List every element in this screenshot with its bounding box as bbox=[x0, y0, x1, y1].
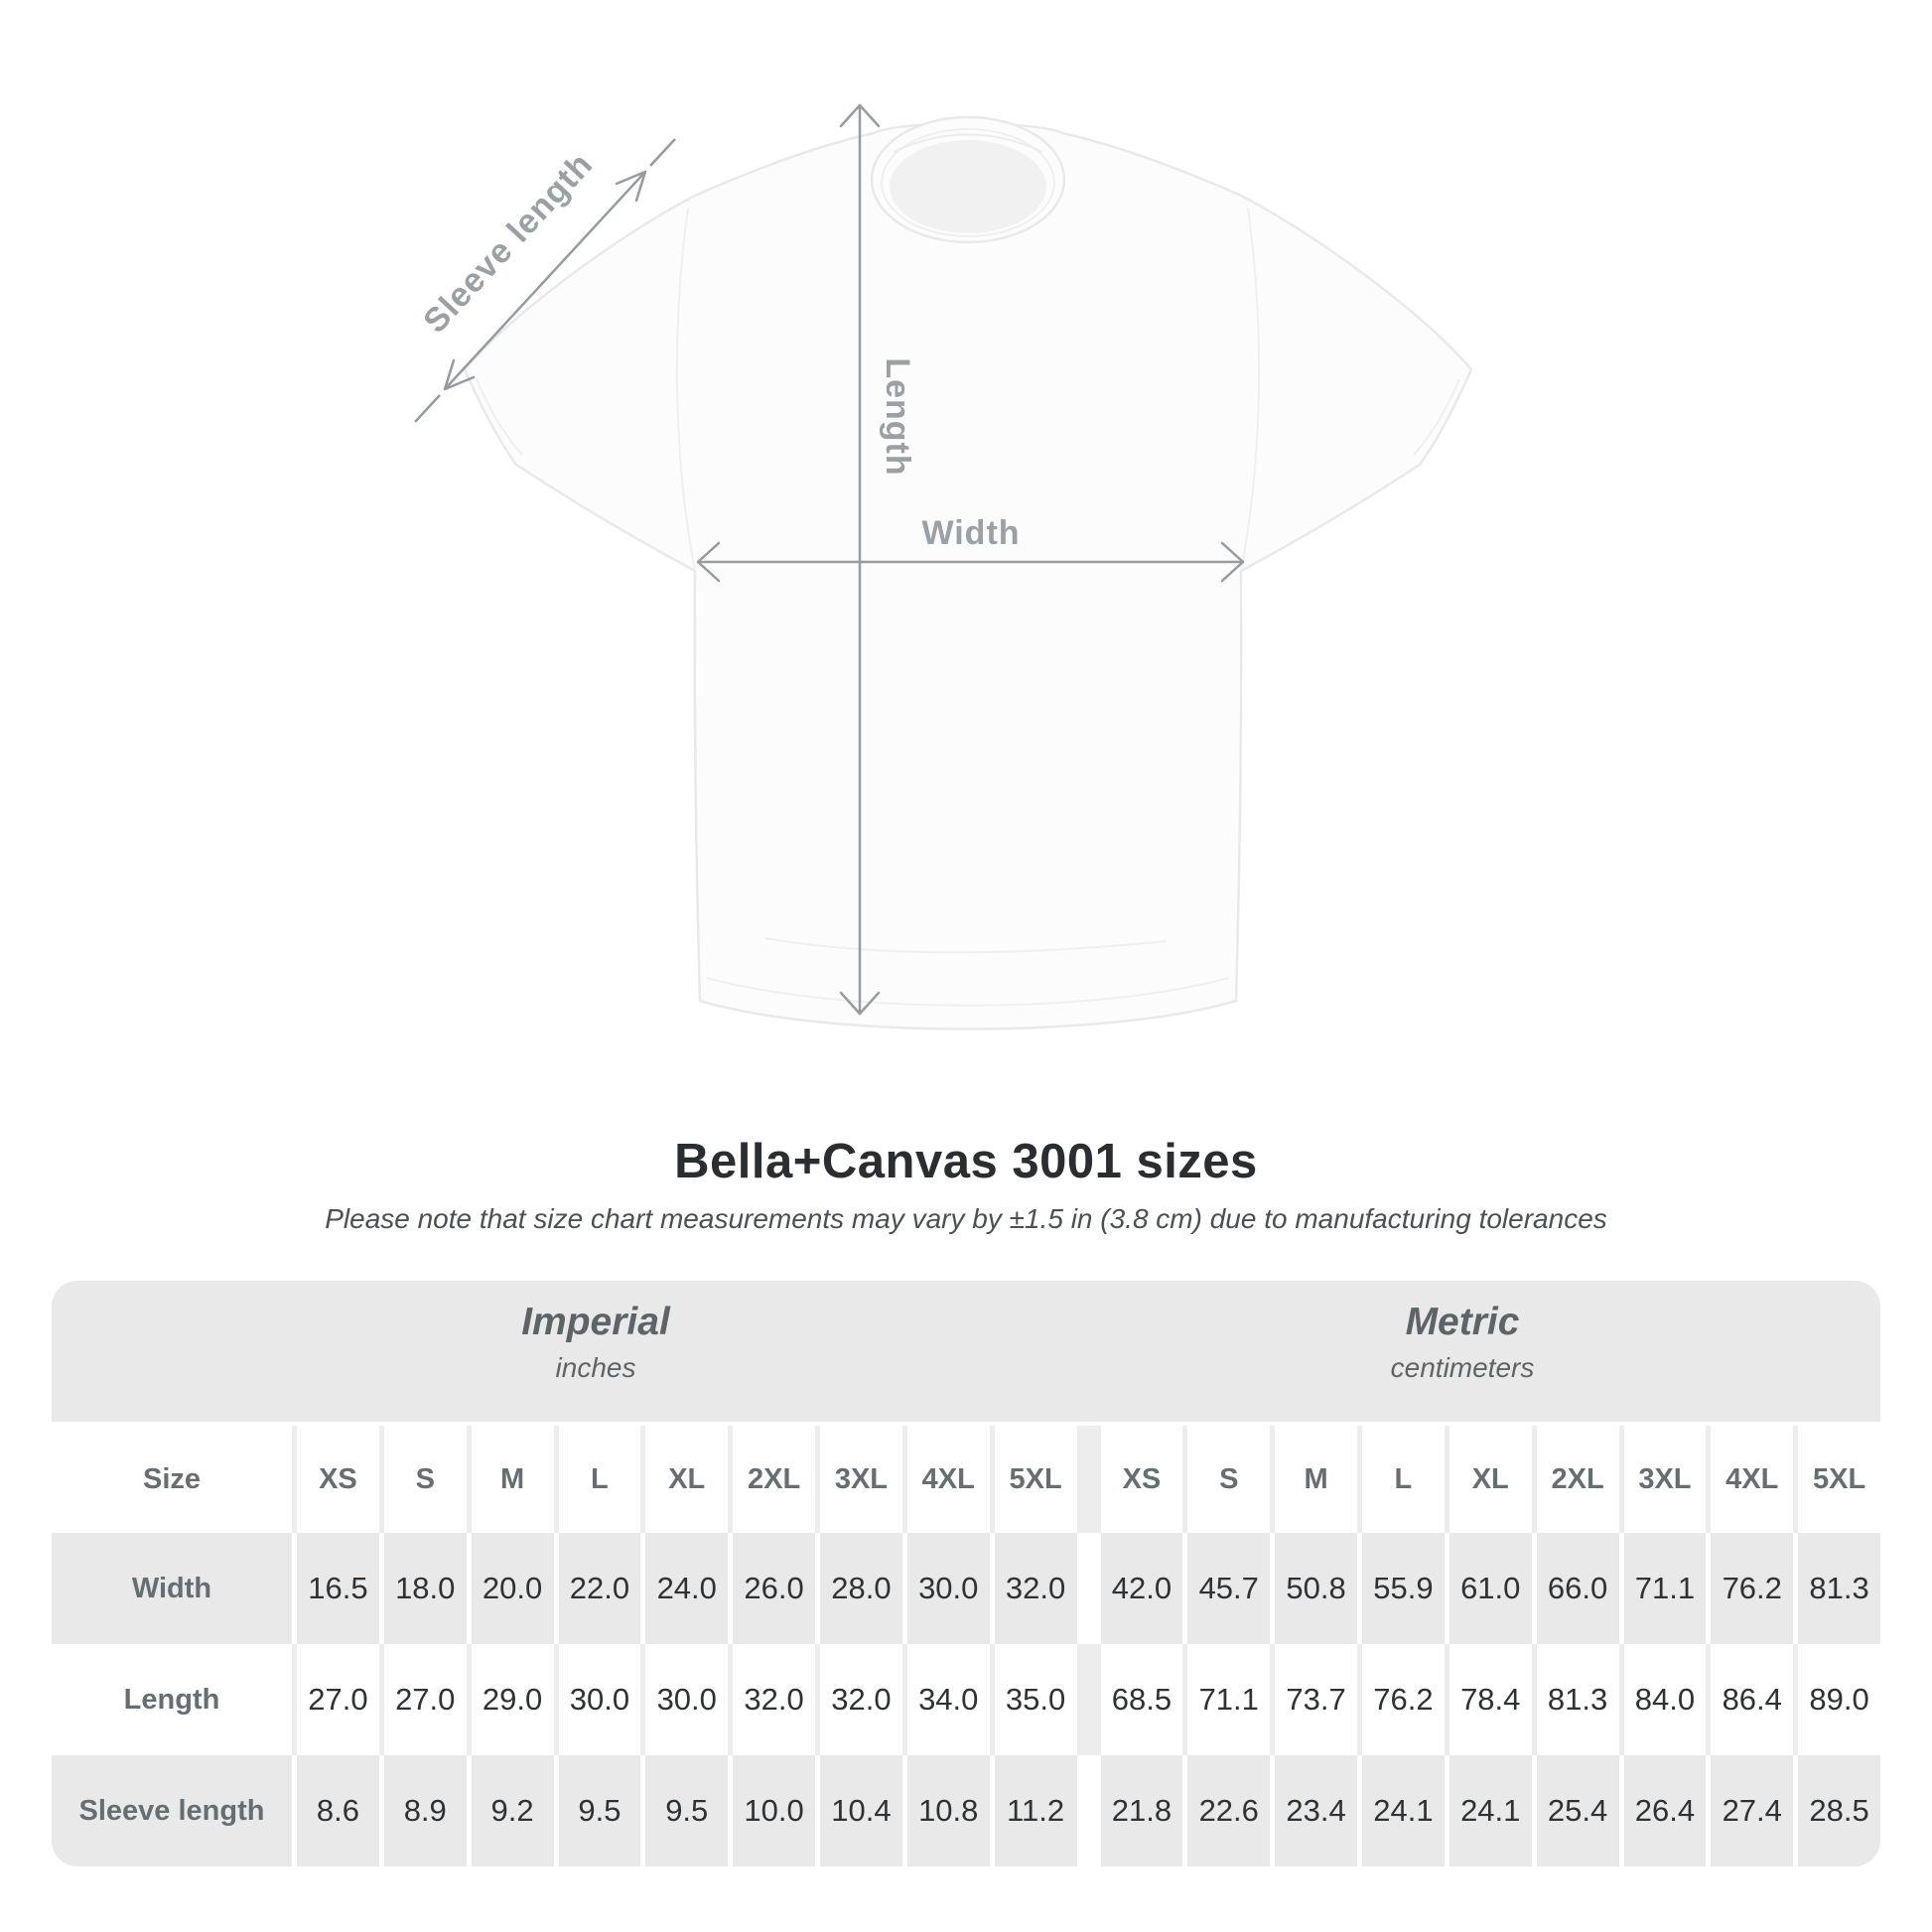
col-header-metric-m: M bbox=[1275, 1426, 1357, 1533]
value-cell: 20.0 bbox=[472, 1533, 554, 1644]
col-header-metric-l: L bbox=[1362, 1426, 1445, 1533]
value-cell: 24.1 bbox=[1362, 1755, 1445, 1866]
value-cell: 61.0 bbox=[1449, 1533, 1532, 1644]
value-cell: 21.8 bbox=[1101, 1755, 1183, 1866]
value-cell: 10.4 bbox=[820, 1755, 902, 1866]
value-cell: 71.1 bbox=[1624, 1533, 1707, 1644]
value-cell: 34.0 bbox=[907, 1644, 990, 1755]
size-table-rows bbox=[52, 1426, 1880, 1866]
group-gutter bbox=[1082, 1644, 1096, 1755]
value-cell: 22.0 bbox=[559, 1533, 641, 1644]
col-header-imperial-3xl: 3XL bbox=[820, 1426, 902, 1533]
col-header-imperial-s: S bbox=[384, 1426, 467, 1533]
width-label: Width bbox=[921, 514, 1021, 552]
value-cell: 32.0 bbox=[733, 1644, 815, 1755]
imperial-unit: inches bbox=[555, 1352, 636, 1383]
value-cell: 24.1 bbox=[1449, 1755, 1532, 1866]
value-cell: 9.5 bbox=[559, 1755, 641, 1866]
value-cell: 8.9 bbox=[384, 1755, 467, 1866]
value-cell: 45.7 bbox=[1187, 1533, 1270, 1644]
value-cell: 8.6 bbox=[297, 1755, 379, 1866]
col-header-metric-xl: XL bbox=[1449, 1426, 1532, 1533]
value-cell: 73.7 bbox=[1275, 1644, 1357, 1755]
value-cell: 71.1 bbox=[1187, 1644, 1270, 1755]
imperial-header bbox=[521, 1301, 670, 1384]
col-header-imperial-2xl: 2XL bbox=[733, 1426, 815, 1533]
value-cell: 76.2 bbox=[1362, 1644, 1445, 1755]
table-row-sleeve-length bbox=[52, 1755, 1880, 1866]
value-cell: 10.8 bbox=[907, 1755, 990, 1866]
col-header-imperial-xs: XS bbox=[297, 1426, 379, 1533]
col-header-metric-xs: XS bbox=[1101, 1426, 1183, 1533]
table-row-width bbox=[52, 1533, 1880, 1644]
table-row-length bbox=[52, 1644, 1880, 1755]
col-header-imperial-m: M bbox=[472, 1426, 554, 1533]
group-gutter bbox=[1082, 1426, 1096, 1533]
value-cell: 66.0 bbox=[1537, 1533, 1619, 1644]
value-cell: 32.0 bbox=[820, 1644, 902, 1755]
value-cell: 35.0 bbox=[995, 1644, 1077, 1755]
metric-unit: centimeters bbox=[1390, 1352, 1535, 1383]
value-cell: 86.4 bbox=[1711, 1644, 1793, 1755]
col-header-metric-2xl: 2XL bbox=[1537, 1426, 1619, 1533]
col-header-metric-s: S bbox=[1187, 1426, 1270, 1533]
col-header-imperial-l: L bbox=[559, 1426, 641, 1533]
group-gutter bbox=[1082, 1533, 1096, 1644]
size-table bbox=[52, 1281, 1880, 1866]
value-cell: 18.0 bbox=[384, 1533, 467, 1644]
sleeve-length-label: Sleeve length bbox=[416, 145, 601, 341]
value-cell: 50.8 bbox=[1275, 1533, 1357, 1644]
col-header-metric-5xl: 5XL bbox=[1798, 1426, 1880, 1533]
value-cell: 16.5 bbox=[297, 1533, 379, 1644]
value-cell: 10.0 bbox=[733, 1755, 815, 1866]
page-title: Bella+Canvas 3001 sizes bbox=[674, 1135, 1258, 1188]
value-cell: 81.3 bbox=[1537, 1644, 1619, 1755]
group-gutter bbox=[1082, 1755, 1096, 1866]
value-cell: 28.5 bbox=[1798, 1755, 1880, 1866]
tshirt-collar bbox=[872, 117, 1064, 242]
value-cell: 78.4 bbox=[1449, 1644, 1532, 1755]
metric-header bbox=[1391, 1301, 1535, 1384]
value-cell: 27.4 bbox=[1711, 1755, 1793, 1866]
unit-header-band bbox=[52, 1281, 1880, 1422]
value-cell: 9.2 bbox=[472, 1755, 554, 1866]
value-cell: 30.0 bbox=[907, 1533, 990, 1644]
value-cell: 11.2 bbox=[995, 1755, 1077, 1866]
value-cell: 27.0 bbox=[384, 1644, 467, 1755]
value-cell: 30.0 bbox=[645, 1644, 728, 1755]
col-header-imperial-4xl: 4XL bbox=[907, 1426, 990, 1533]
row-label: Length bbox=[52, 1644, 292, 1755]
value-cell: 76.2 bbox=[1711, 1533, 1793, 1644]
value-cell: 26.4 bbox=[1624, 1755, 1707, 1866]
value-cell: 24.0 bbox=[645, 1533, 728, 1644]
value-cell: 9.5 bbox=[645, 1755, 728, 1866]
value-cell: 81.3 bbox=[1798, 1533, 1880, 1644]
row-label: Width bbox=[52, 1533, 292, 1644]
value-cell: 55.9 bbox=[1362, 1533, 1445, 1644]
value-cell: 89.0 bbox=[1798, 1644, 1880, 1755]
page-subtitle: Please note that size chart measurements may vary by ±1.5 in (3.8 cm) due to manufacturing tolerances bbox=[325, 1203, 1607, 1234]
value-cell: 26.0 bbox=[733, 1533, 815, 1644]
metric-title: Metric bbox=[1405, 1301, 1520, 1343]
tshirt-body bbox=[465, 123, 1471, 1029]
value-cell: 84.0 bbox=[1624, 1644, 1707, 1755]
col-header-metric-3xl: 3XL bbox=[1624, 1426, 1707, 1533]
imperial-title: Imperial bbox=[521, 1301, 670, 1343]
value-cell: 22.6 bbox=[1187, 1755, 1270, 1866]
value-cell: 32.0 bbox=[995, 1533, 1077, 1644]
size-header-row bbox=[52, 1426, 1880, 1533]
col-header-metric-4xl: 4XL bbox=[1711, 1426, 1793, 1533]
value-cell: 25.4 bbox=[1537, 1755, 1619, 1866]
value-cell: 68.5 bbox=[1101, 1644, 1183, 1755]
value-cell: 23.4 bbox=[1275, 1755, 1357, 1866]
value-cell: 29.0 bbox=[472, 1644, 554, 1755]
value-cell: 42.0 bbox=[1101, 1533, 1183, 1644]
size-label: Size bbox=[52, 1426, 292, 1533]
value-cell: 30.0 bbox=[559, 1644, 641, 1755]
col-header-imperial-5xl: 5XL bbox=[995, 1426, 1077, 1533]
value-cell: 27.0 bbox=[297, 1644, 379, 1755]
row-label: Sleeve length bbox=[52, 1755, 292, 1866]
col-header-imperial-xl: XL bbox=[645, 1426, 728, 1533]
value-cell: 28.0 bbox=[820, 1533, 902, 1644]
length-label: Length bbox=[879, 357, 916, 477]
